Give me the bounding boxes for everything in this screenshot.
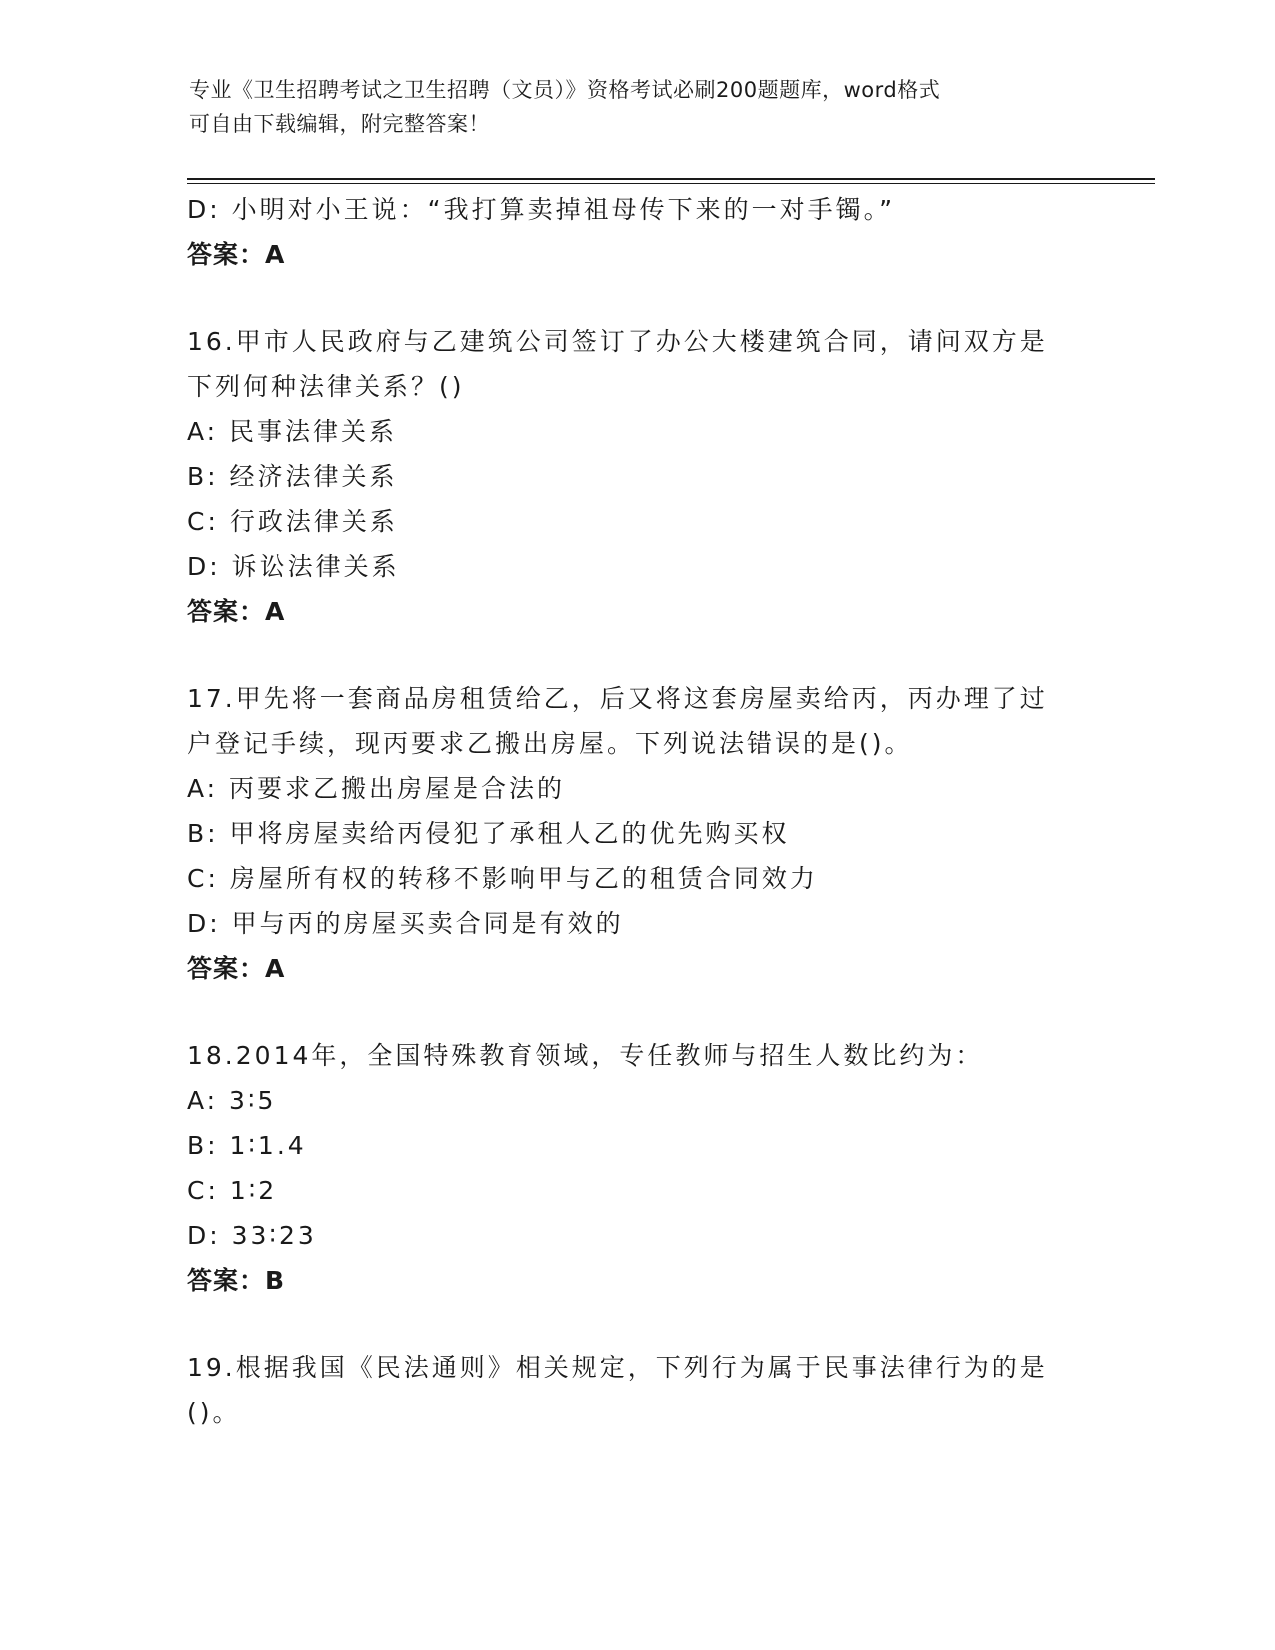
option-c: C: 房屋所有权的转移不影响甲与乙的租赁合同效力 [187, 864, 818, 893]
option-a: A: 丙要求乙搬出房屋是合法的 [187, 774, 566, 803]
option-d: D: 小明对小王说：“我打算卖掉祖母传下来的一对手镯。” [187, 195, 896, 224]
option-b: B: 甲将房屋卖给丙侵犯了承租人乙的优先购买权 [187, 819, 790, 848]
document-header [189, 73, 1089, 141]
header-title-line-1: 专业《卫生招聘考试之卫生招聘（文员）》资格考试必刷200题题库，word格式 [189, 78, 941, 102]
question-19 [187, 1345, 1087, 1435]
answer-line: 答案：A [187, 597, 286, 626]
option-b: B: 1∶1.4 [187, 1131, 307, 1160]
answer-line: 答案：A [187, 240, 286, 269]
question-stem [187, 319, 1067, 409]
previous-question-tail [187, 187, 1087, 277]
option-d: D: 33∶23 [187, 1221, 317, 1250]
answer-line: 答案：A [187, 954, 286, 983]
question-stem-line-1: 19.根据我国《民法通则》相关规定，下列行为属于民事法律行为的是 [187, 1353, 1048, 1382]
option-a: A: 民事法律关系 [187, 417, 398, 446]
header-title-line-2: 可自由下载编辑，附完整答案！ [189, 112, 490, 136]
option-a: A: 3∶5 [187, 1086, 277, 1115]
answer-line: 答案：B [187, 1266, 286, 1295]
option-c: C: 行政法律关系 [187, 507, 398, 536]
question-stem-line-2: 下列何种法律关系？() [187, 372, 465, 401]
header-divider-thick [187, 178, 1155, 180]
question-stem-line-2: ()。 [187, 1398, 241, 1427]
header-divider-thin [187, 183, 1155, 184]
question-17 [187, 676, 1087, 991]
option-d: D: 诉讼法律关系 [187, 552, 400, 581]
option-c: C: 1∶2 [187, 1176, 278, 1205]
question-stem [187, 1033, 1067, 1078]
question-16 [187, 319, 1087, 634]
question-stem-line-1: 16.甲市人民政府与乙建筑公司签订了办公大楼建筑合同，请问双方是 [187, 327, 1048, 356]
question-list [187, 187, 1087, 1435]
option-b: B: 经济法律关系 [187, 462, 398, 491]
option-d: D: 甲与丙的房屋买卖合同是有效的 [187, 909, 624, 938]
question-stem-line-2: 户登记手续，现丙要求乙搬出房屋。下列说法错误的是()。 [187, 729, 913, 758]
question-stem-line-1: 17.甲先将一套商品房租赁给乙，后又将这套房屋卖给丙，丙办理了过 [187, 684, 1048, 713]
question-stem [187, 676, 1067, 766]
question-stem [187, 1345, 1067, 1435]
question-18 [187, 1033, 1087, 1303]
question-stem-line-1: 18.2014年，全国特殊教育领域，专任教师与招生人数比约为： [187, 1041, 984, 1070]
